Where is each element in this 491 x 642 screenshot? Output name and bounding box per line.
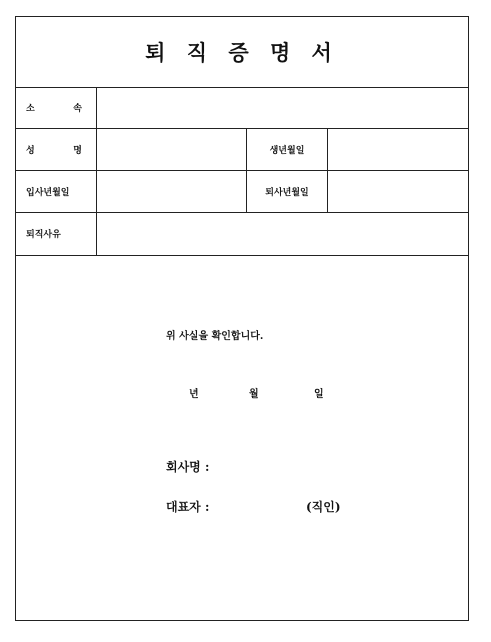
affiliation-label-b: 속 <box>73 104 82 114</box>
document-title: 퇴 직 증 명 서 <box>145 40 339 65</box>
retire-date-label: 퇴사년월일 <box>247 170 328 212</box>
representative-label: 대표자 : <box>166 500 210 514</box>
name-row <box>16 128 468 171</box>
retirement-reason-value[interactable] <box>97 212 468 255</box>
birth-date-value[interactable] <box>328 128 468 170</box>
name-value[interactable] <box>97 128 247 170</box>
hire-row <box>16 170 468 213</box>
name-label-b: 명 <box>73 145 82 156</box>
retire-date-value[interactable] <box>328 170 468 212</box>
seal-label: (직인) <box>306 500 341 514</box>
date-month: 월 <box>249 389 259 400</box>
name-label <box>16 128 97 170</box>
affiliation-value[interactable] <box>97 87 468 128</box>
date-year: 년 <box>189 389 199 400</box>
reason-row <box>16 212 468 256</box>
confirmation-text: 위 사실을 확인합니다. <box>166 331 264 342</box>
affiliation-row <box>16 87 468 129</box>
name-label-a: 성 <box>26 145 35 156</box>
title-row <box>16 17 468 88</box>
date-day: 일 <box>314 389 324 400</box>
affiliation-label-a: 소 <box>26 104 35 114</box>
affiliation-label <box>16 87 97 128</box>
retirement-reason-label: 퇴직사유 <box>16 212 97 255</box>
company-name-label: 회사명 : <box>166 460 210 474</box>
hire-date-label: 입사년월일 <box>16 170 97 212</box>
hire-date-value[interactable] <box>97 170 247 212</box>
birth-date-label: 생년월일 <box>247 128 328 170</box>
certificate-form <box>15 16 469 621</box>
